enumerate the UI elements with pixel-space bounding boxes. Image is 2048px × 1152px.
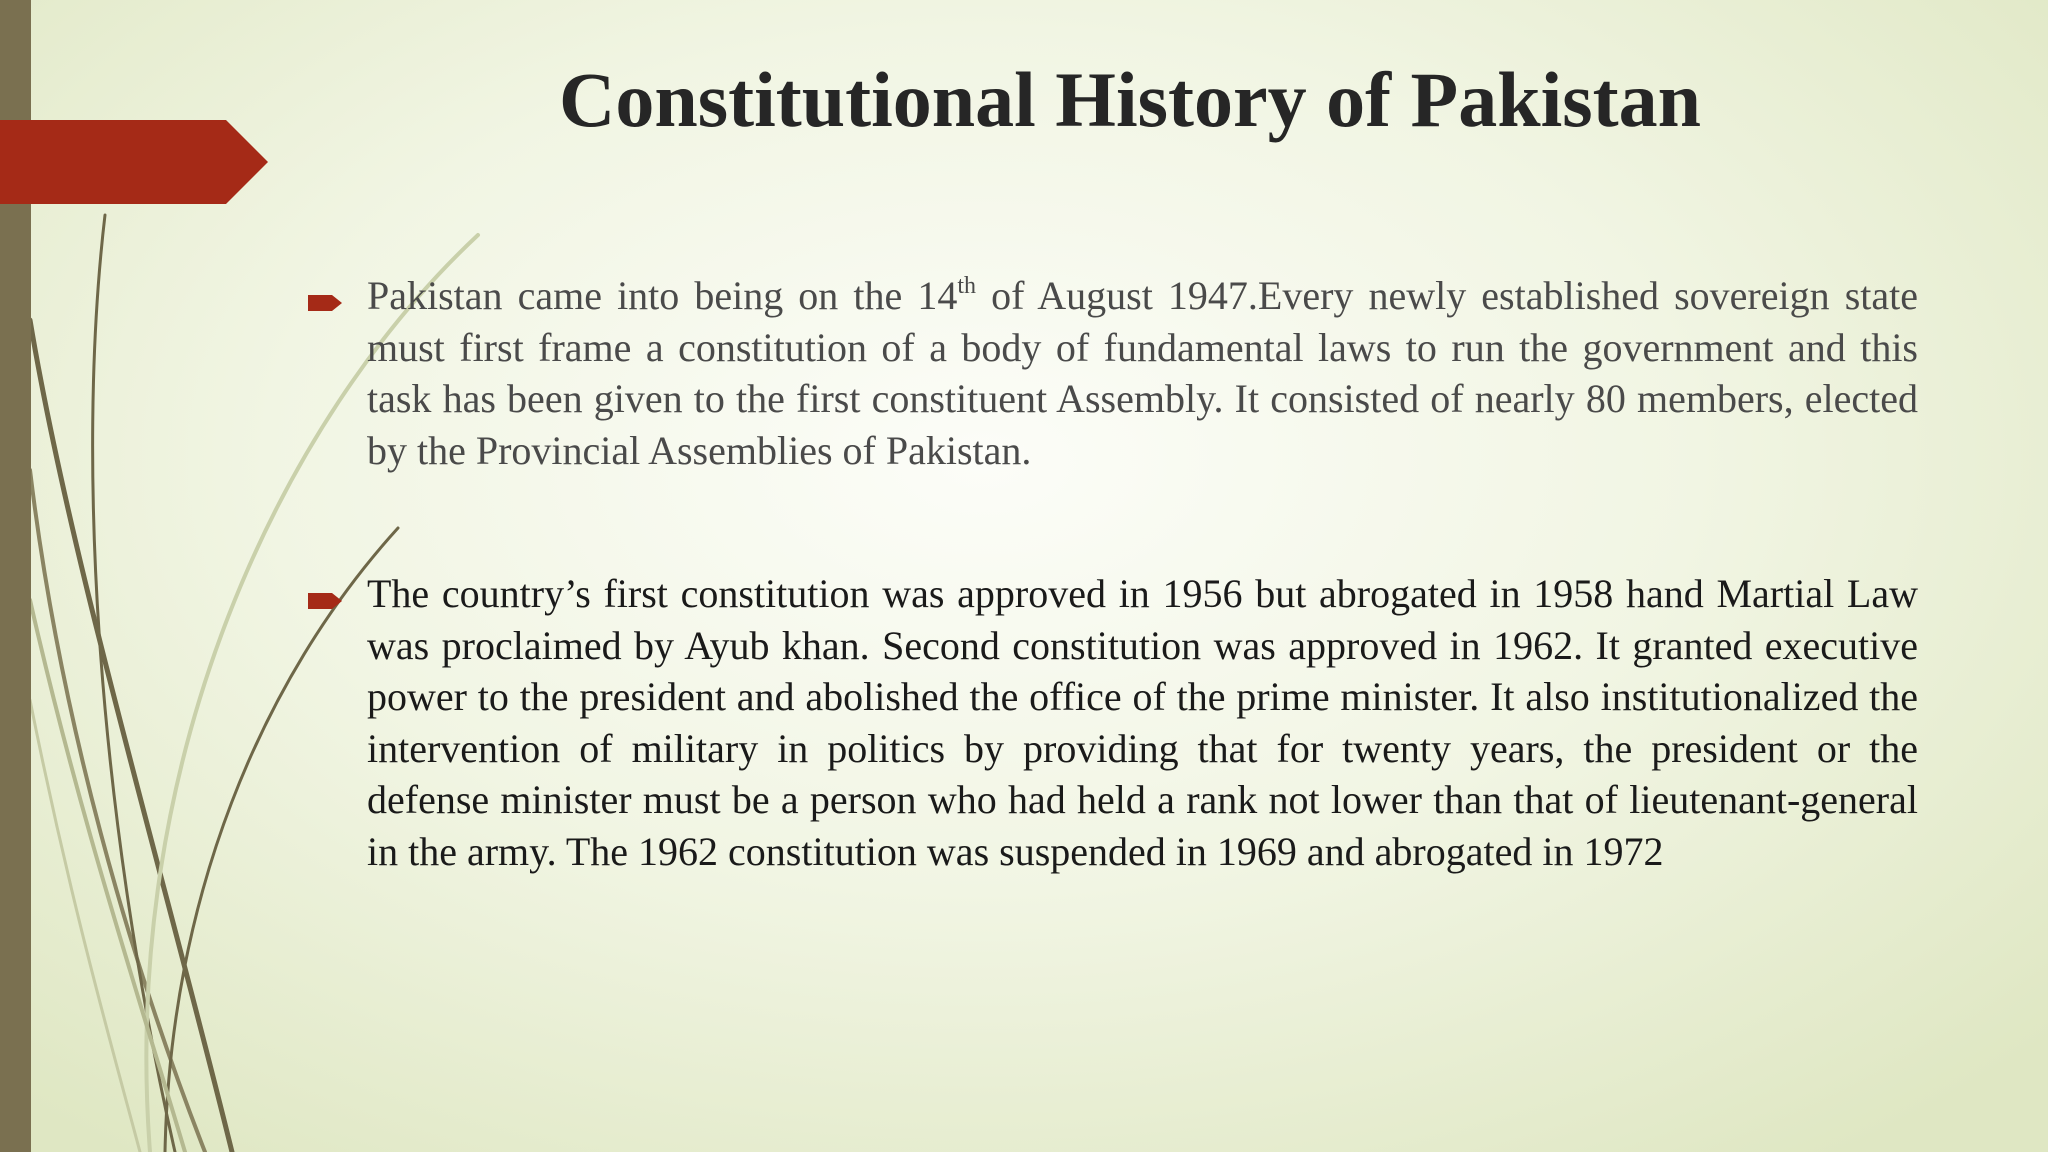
ordinal-suffix: th: [957, 273, 976, 299]
slide-title: Constitutional History of Pakistan: [559, 56, 1701, 143]
bullet-text-2: The country’s first constitution was approved in 1956 but abrogated in 1958 hand Martial Law was proclaimed by Ayub khan. Second constitution was approved in 1962. It granted executive power to the president and abolished the office of the prime minister. It also institutionalized the intervention of military in politics by providing that for twenty years, the president or the defense minister must be a person who had held a rank not lower than that of lieutenant-general in the army. The 1962 constitution was suspended in 1969 and abrogated in 1972: [367, 571, 1918, 874]
bullet-text-1-part-b: of August 1947.Every newly established sovereign state must first frame a constitution of a body of fundamental laws to run the government and this task has been given to the first constituent Assembly. It consisted of nearly 80 members, elected by the Provincial Assemblies of Pakistan.: [367, 273, 1918, 473]
bullet-text-1: [367, 270, 1918, 476]
bullet-item-1: [308, 270, 1918, 476]
left-accent-bar: [0, 0, 31, 1152]
bullet-item-2: [308, 568, 1918, 877]
arrow-bullet-icon: [308, 590, 344, 612]
bullet-text-1-part-a: Pakistan came into being on the 14: [367, 273, 958, 318]
arrow-bullet-icon: [308, 292, 344, 314]
